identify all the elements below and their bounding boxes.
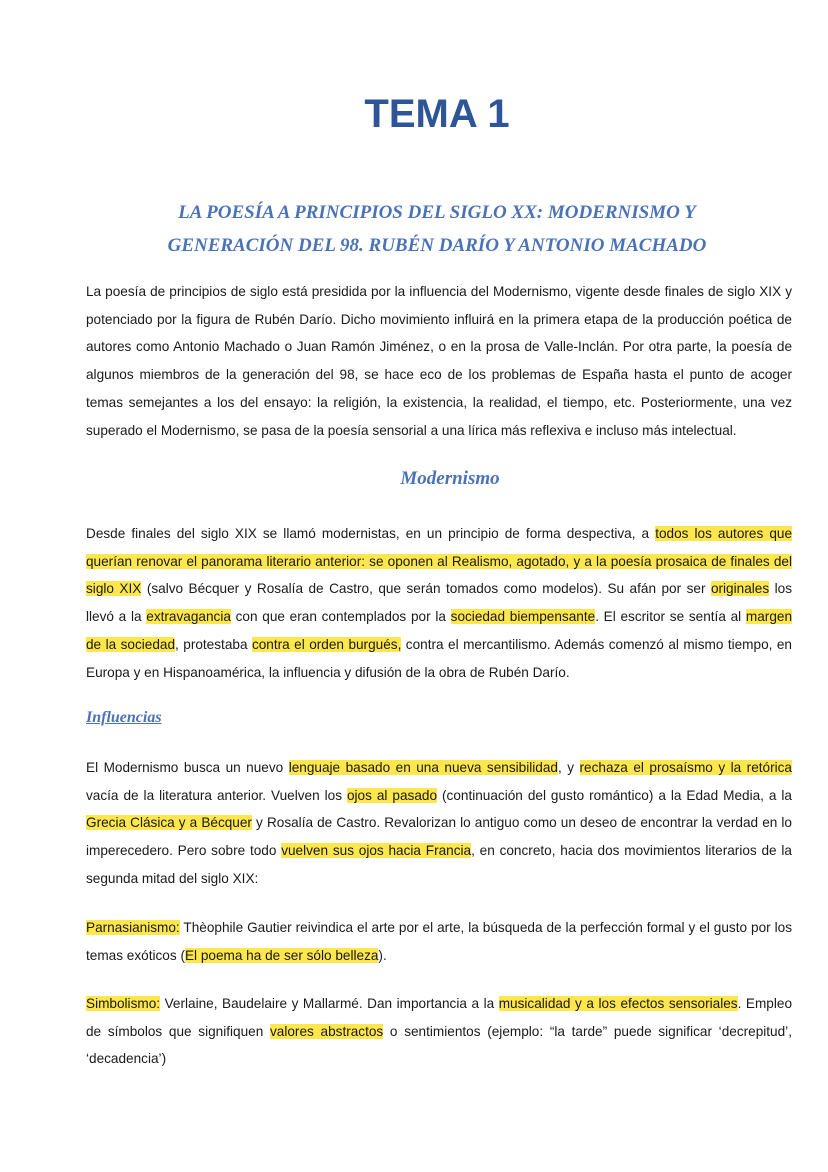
section-heading-modernismo: Modernismo [400, 468, 500, 489]
text-run: y Rosalía de Castro. Revalorizan lo antiguo como un deseo de encontrar la verdad en lo imperecedero. Pero sobre todo [86, 815, 792, 859]
text-run: ). [378, 947, 387, 963]
text-run: Thèophile Gautier reivindica el arte por el arte, la búsqueda de la perfección formal y el gusto por los temas exóticos ( [86, 920, 792, 963]
intro-paragraph: La poesía de principios de siglo está presidida por la influencia del Modernismo, vigente desde finales de siglo XIX y potenciado por la figura de Rubén Darío. Dicho movimiento influirá en la primera etapa de la producción poética de autores como Antonio Machado o Juan Ramón Jiménez, o en la prosa de Valle-Inclán. Por otra parte, la poesía de algunos miembros de la generación del 98, se hace eco de los problemas de España hasta el punto de acoger temas semejantes a los del ensayo: la religión, la existencia, la realidad, el tiempo, etc. Posteriormente, una vez superado el Modernismo, se pasa de la poesía sensorial a una lírica más reflexiva e incluso más intelectual. [86, 284, 792, 438]
text-run: . El escritor se sentía al [595, 609, 746, 625]
text-run: El Modernismo busca un nuevo [86, 760, 289, 775]
highlighted-text: todos los autores que querían renovar el panorama literario anterior: se oponen al Realismo, agotado, y a la poesía prosaica de finales del siglo XIX [86, 526, 793, 597]
text-run: , en concreto, hacia dos movimientos literarios de la segunda mitad del siglo XIX: [86, 843, 792, 886]
highlighted-text: sociedad biempensante [450, 609, 596, 625]
highlighted-text: Parnasianismo: [86, 920, 180, 935]
subtitle-line-1: LA POESÍA A PRINCIPIOS DEL SIGLO XX: MODERNISMO Y [178, 202, 696, 223]
text-run: , y [557, 760, 580, 775]
highlighted-text: margen de la sociedad [86, 609, 793, 652]
paragraph-parnasianismo [86, 914, 792, 969]
highlighted-text: contra el orden burgués, [251, 636, 402, 652]
text-run: contra el mercantilismo. Además comenzó al mismo tiempo, en Europa y en Hispanoamérica, la influencia y difusión de la obra de Rubén Darío. [86, 636, 792, 680]
text-run: , protestaba [175, 636, 252, 652]
highlighted-text: ojos al pasado [346, 787, 438, 803]
highlighted-text: El poema ha de ser sólo belleza [184, 947, 379, 963]
text-run: . Empleo de símbolos que signifiquen [86, 996, 792, 1039]
text-run: Verlaine, Baudelaire y Mallarmé. Dan importancia a la [160, 996, 499, 1011]
subtitle [120, 196, 754, 262]
highlighted-text: extravagancia [146, 609, 231, 625]
subtitle-line-2: GENERACIÓN DEL 98. RUBÉN DARÍO Y ANTONIO MACHADO [167, 235, 707, 256]
highlighted-text: lenguaje basado en una nueva sensibilidad [288, 760, 558, 775]
section-heading-influencias: Influencias [86, 709, 162, 726]
text-run: o sentimientos (ejemplo: “la tarde” puede significar ‘decrepitud’, ‘decadencia’) [86, 1023, 792, 1067]
text-run: los llevó a la [86, 581, 792, 625]
text-run: con que eran contemplados por la [230, 609, 451, 625]
highlighted-text: musicalidad y a los efectos sensoriales [498, 996, 738, 1011]
highlighted-text: Simbolismo: [86, 996, 161, 1011]
paragraph-simbolismo [86, 990, 792, 1073]
page-title: TEMA 1 [364, 92, 510, 136]
highlighted-text: vuelven sus ojos hacia Francia [281, 843, 472, 859]
highlighted-text: valores abstractos [270, 1023, 384, 1039]
text-run: (salvo Bécquer y Rosalía de Castro, que serán tomados como modelos). Su afán por ser [141, 581, 711, 597]
paragraph-modernismo [86, 520, 792, 686]
paragraph-influencias [86, 754, 792, 893]
highlighted-text: originales [710, 581, 770, 597]
text-run: (continuación del gusto romántico) a la Edad Media, a la [437, 787, 792, 803]
highlighted-text: rechaza el prosaísmo y la retórica [579, 760, 792, 775]
text-run: vacía de la literatura anterior. Vuelven los [86, 787, 347, 803]
highlighted-text: Grecia Clásica y a Bécquer [86, 815, 252, 831]
text-run: Desde finales del siglo XIX se llamó modernistas, en un principio de forma despectiva, a [86, 526, 656, 541]
